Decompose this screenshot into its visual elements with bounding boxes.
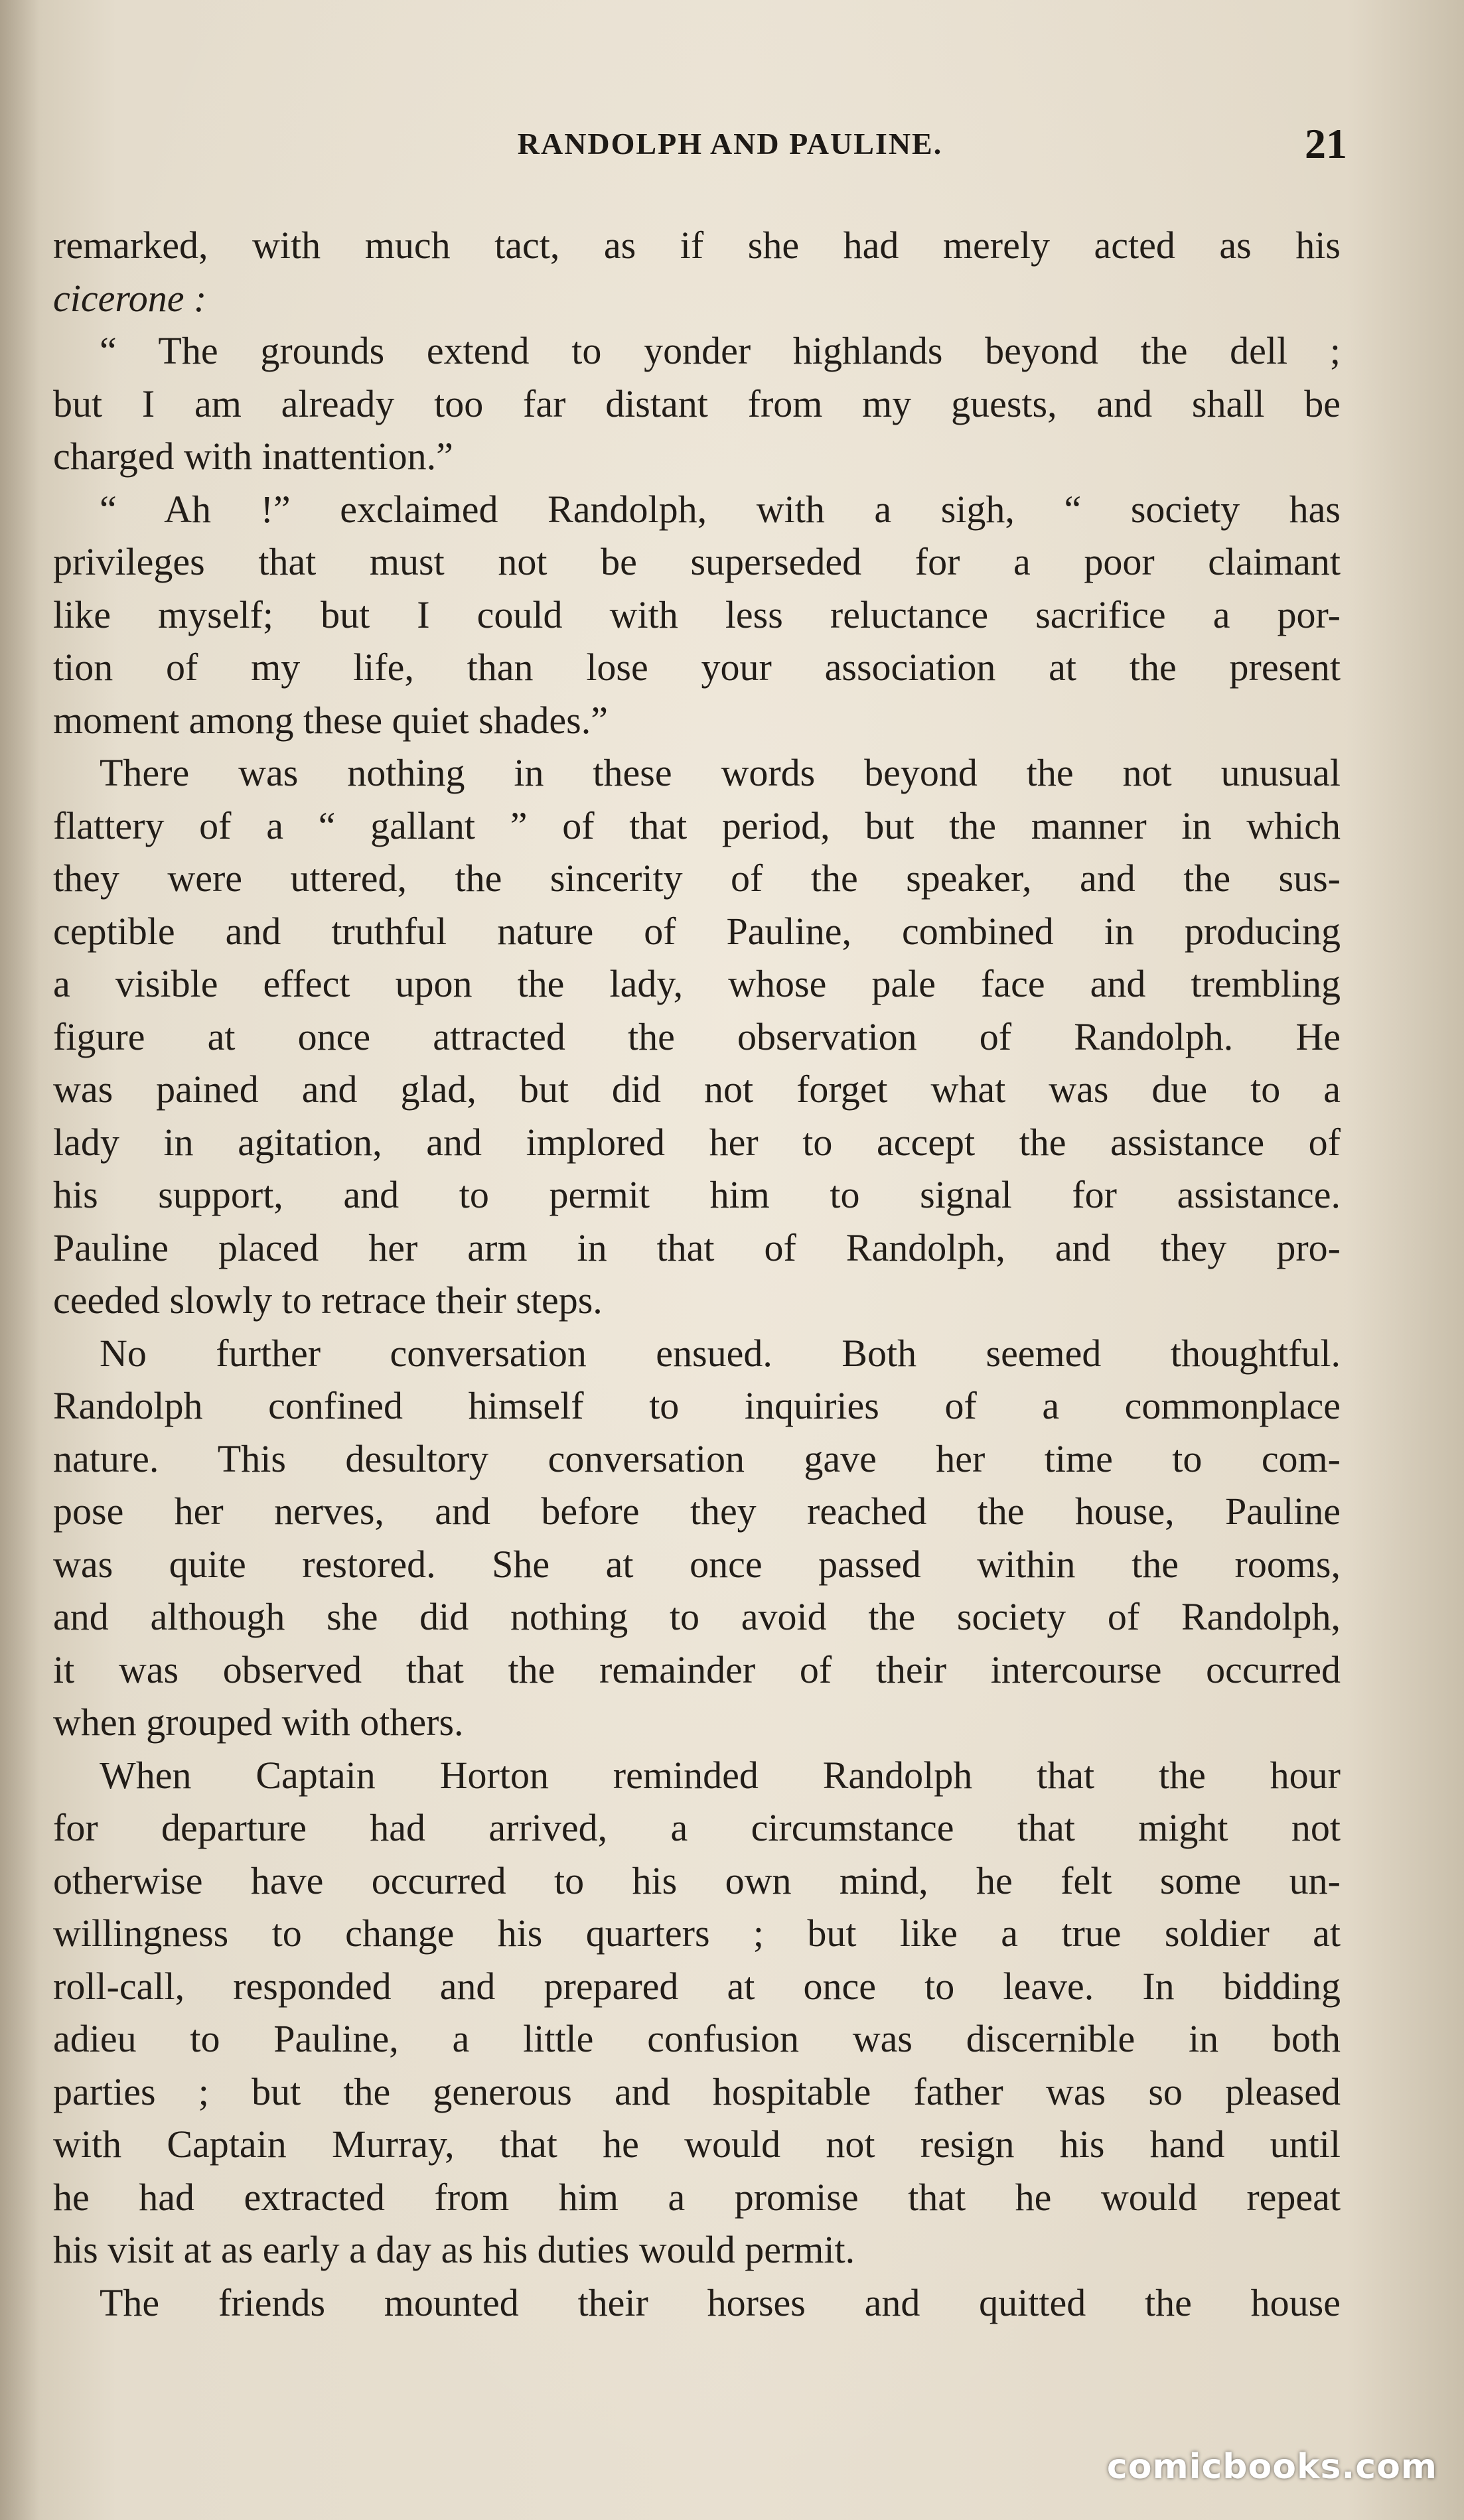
running-head: RANDOLPH AND PAULINE. <box>517 127 943 161</box>
text-line: with Captain Murray, that he would not resign his hand until <box>53 2123 1341 2166</box>
text-line: The friends mounted their horses and quitted the house <box>100 2280 1341 2324</box>
text-line: When Captain Horton reminded Randolph that the hour <box>100 1753 1341 1797</box>
text-line: ceptible and truthful nature of Pauline, combined in producing <box>53 909 1341 953</box>
text-line: Randolph confined himself to inquiries of a commonplace <box>53 1384 1341 1427</box>
body-text <box>53 219 1341 2329</box>
text-line: otherwise have occurred to his own mind, he felt some un- <box>53 1858 1341 1902</box>
text-line: No further conversation ensued. Both seemed thoughtful. <box>100 1331 1341 1375</box>
text-line: pose her nerves, and before they reached the house, Pauline <box>53 1490 1341 1533</box>
text-line: There was nothing in these words beyond the not unusual <box>100 751 1341 794</box>
text-line: his visit at as early a day as his duties would permit. <box>53 2228 855 2271</box>
text-line: a visible effect upon the lady, whose pale face and trembling <box>53 962 1341 1005</box>
text-line: cicerone : <box>53 276 207 320</box>
text-line: his support, and to permit him to signal for assistance. <box>53 1173 1341 1216</box>
text-line: for departure had arrived, a circumstance that might not <box>53 1806 1341 1849</box>
text-line: was pained and glad, but did not forget what was due to a <box>53 1068 1341 1111</box>
text-line: but I am already too far distant from my guests, and shall be <box>53 382 1341 425</box>
text-line: parties ; but the generous and hospitable father was so pleased <box>53 2069 1341 2113</box>
site-watermark: comicbooks.com <box>1106 2447 1437 2487</box>
text-line: adieu to Pauline, a little confusion was discernible in both <box>53 2017 1341 2060</box>
text-line: they were uttered, the sincerity of the speaker, and the sus- <box>53 857 1341 900</box>
page-gutter-shadow <box>0 0 40 2520</box>
text-line: when grouped with others. <box>53 1701 464 1744</box>
text-line: privileges that must not be superseded for a poor claimant <box>53 540 1341 583</box>
text-line: it was observed that the remainder of their intercourse occurred <box>53 1647 1341 1691</box>
text-line: Pauline placed her arm in that of Randolph, and they pro- <box>53 1225 1341 1269</box>
text-line: remarked, with much tact, as if she had merely acted as his <box>53 224 1341 267</box>
text-line: like myself; but I could with less reluctance sacrifice a por- <box>53 593 1341 636</box>
text-line: charged with inattention.” <box>53 435 453 478</box>
text-line: tion of my life, than lose your association at the present <box>53 646 1341 689</box>
text-line: figure at once attracted the observation of Randolph. He <box>53 1015 1341 1058</box>
text-line: willingness to change his quarters ; but like a true soldier at <box>53 1912 1341 1955</box>
text-line: “ Ah !” exclaimed Randolph, with a sigh, “ society has <box>100 487 1341 531</box>
text-line: roll-call, responded and prepared at once to leave. In bidding <box>53 1964 1341 2008</box>
text-line: and although she did nothing to avoid the society of Randolph, <box>53 1595 1341 1638</box>
text-line: nature. This desultory conversation gave her time to com- <box>53 1436 1341 1480</box>
text-line: flattery of a “ gallant ” of that period, but the manner in which <box>53 804 1341 847</box>
page-header <box>106 119 1354 173</box>
page-number: 21 <box>1305 120 1347 167</box>
text-line: ceeded slowly to retrace their steps. <box>53 1279 603 1322</box>
text-line: he had extracted from him a promise that he would repeat <box>53 2175 1341 2219</box>
text-line: lady in agitation, and implored her to accept the assistance of <box>53 1120 1341 1164</box>
text-line: moment among these quiet shades.” <box>53 698 608 742</box>
text-line: was quite restored. She at once passed within the rooms, <box>53 1542 1341 1586</box>
text-line: “ The grounds extend to yonder highlands beyond the dell ; <box>100 329 1341 372</box>
